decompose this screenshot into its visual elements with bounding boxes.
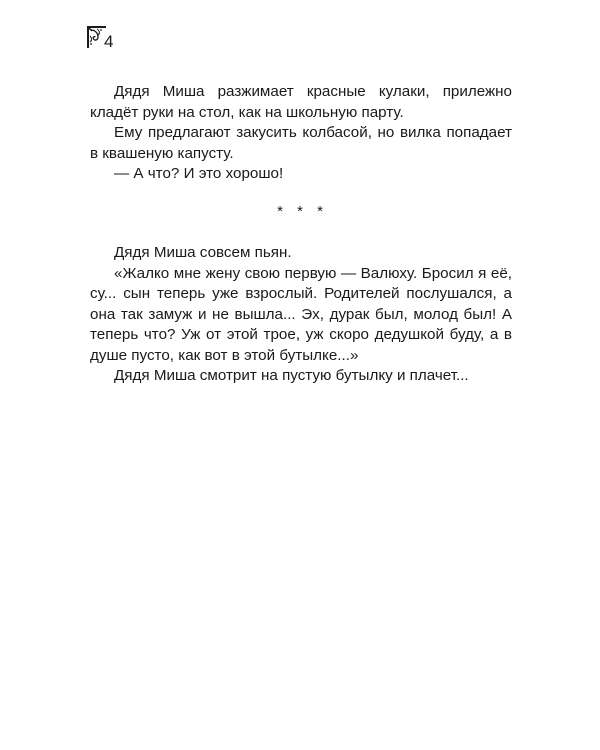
- paragraph: «Жалко мне жену свою первую — Валюху. Бросил я её, су... сын теперь уже взрослый. Родителей послушался, а она так замуж и не вышла... Эх, дурак был, молод был! А теперь что? Уж от этой трое, уж скоро дедушкой буду, а в душе пусто, как вот в этой бутылке...»: [90, 264, 512, 364]
- section-separator: * * *: [277, 203, 328, 220]
- text-section-1: [90, 82, 512, 185]
- text-section-2: [90, 243, 512, 387]
- paragraph: Ему предлагают закусить колбасой, но вилка попадает в квашеную капусту.: [90, 124, 512, 162]
- paragraph: — А что? И это хорошо!: [114, 165, 284, 182]
- paragraph: Дядя Миша смотрит на пустую бутылку и плачет...: [114, 367, 469, 384]
- paragraph: Дядя Миша совсем пьян.: [114, 244, 292, 261]
- paragraph: Дядя Миша разжимает красные кулаки, прилежно кладёт руки на стол, как на школьную парту.: [90, 83, 512, 121]
- page-number: 4: [104, 32, 114, 51]
